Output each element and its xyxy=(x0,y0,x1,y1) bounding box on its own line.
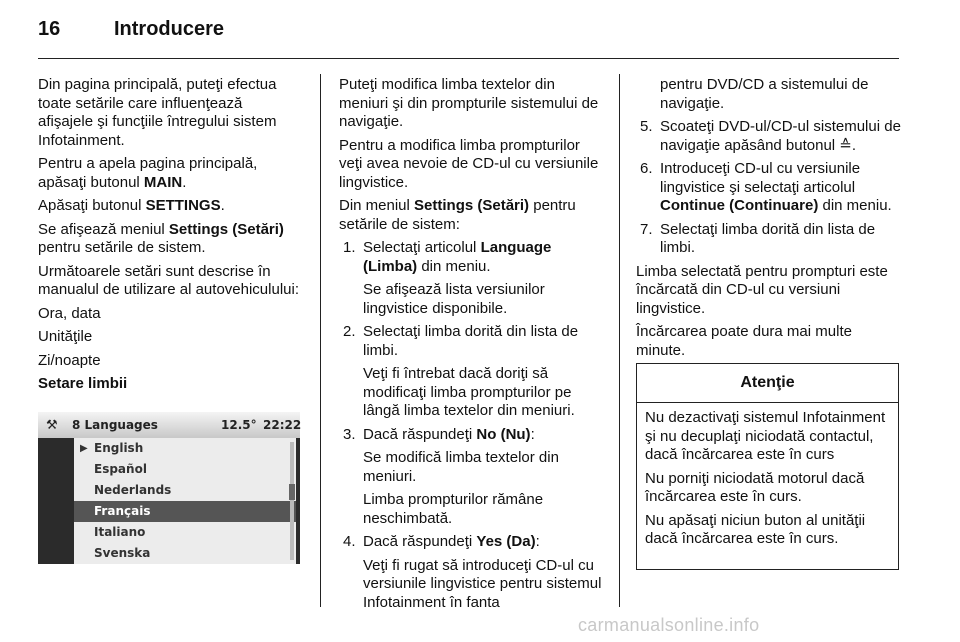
page-number: 16 xyxy=(38,18,61,40)
step-number: 5. xyxy=(640,118,653,135)
screen-temperature: 12.5° xyxy=(221,418,257,432)
warning-paragraph: Nu porniţi niciodată motorul dacă încărcarea este în curs. xyxy=(645,469,865,505)
language-item[interactable] xyxy=(74,438,296,459)
text: Apăsaţi butonul xyxy=(38,197,146,214)
paragraph xyxy=(38,221,300,258)
bold-text: MAIN xyxy=(143,173,183,191)
list-item xyxy=(339,533,604,612)
bold-text: No (Nu) xyxy=(476,425,531,443)
step-text: Scoateţi DVD-ul/CD-ul sistemului de navigaţie apăsând butonul ≙. xyxy=(660,118,901,154)
text: pentru setările de sistem: xyxy=(339,197,576,233)
column-1 xyxy=(38,76,300,399)
warning-paragraph: Nu apăsaţi niciun buton al unităţii dacă încărcarea este în curs. xyxy=(645,511,866,547)
bold-text: SETTINGS xyxy=(145,197,221,214)
paragraph: Ora, data xyxy=(38,304,101,322)
screen-title-bar xyxy=(38,412,300,438)
paragraph: Încărcarea poate dura mai multe minute. xyxy=(636,323,852,359)
list-item xyxy=(636,118,901,155)
language-item[interactable] xyxy=(74,522,296,543)
step-number: 4. xyxy=(343,533,356,550)
page-title: Introducere xyxy=(114,18,225,40)
column-2 xyxy=(339,76,604,617)
bold-text: Yes (Da) xyxy=(476,533,536,550)
page-header xyxy=(38,18,224,41)
column-3 xyxy=(636,76,901,365)
warning-box xyxy=(636,363,899,570)
language-label: English xyxy=(94,441,144,455)
bold-text: Language (Limba) xyxy=(363,239,552,275)
list-item xyxy=(339,239,604,318)
screen-title: 8 Languages xyxy=(72,418,158,432)
bold-text: Settings (Setări) xyxy=(168,220,284,238)
paragraph: Următoarele setări sunt descrise în manualul de utilizare al autovehiculului: xyxy=(38,262,299,298)
text: . xyxy=(220,197,225,214)
step-number: 1. xyxy=(343,239,356,256)
language-item[interactable] xyxy=(74,459,296,480)
language-label: Français xyxy=(94,504,151,518)
list-item xyxy=(339,323,604,421)
text: Din meniul xyxy=(339,197,415,214)
step-subtext: Se modifică limba textelor din meniuri. xyxy=(363,449,559,485)
watermark: carmanualsonline.info xyxy=(578,615,760,635)
text: . xyxy=(182,173,187,191)
text: Dacă răspundeţi xyxy=(363,533,477,550)
step-text xyxy=(363,533,604,552)
list-item xyxy=(636,160,901,216)
paragraph xyxy=(38,197,300,216)
text: Pentru a apela pagina principală, apăsaţi butonul xyxy=(38,155,258,191)
text: pentru setările de sistem. xyxy=(38,239,206,256)
step-text: pentru DVD/CD a sistemului de navigaţie. xyxy=(660,76,869,112)
step-number: 3. xyxy=(343,425,356,443)
step-text xyxy=(363,239,604,276)
language-label: Svenska xyxy=(94,546,151,560)
header-rule xyxy=(38,58,899,59)
section-heading xyxy=(38,375,300,394)
text: : xyxy=(530,425,535,443)
language-item[interactable] xyxy=(74,480,296,501)
step-text xyxy=(660,160,901,216)
text: din meniu. xyxy=(818,197,892,214)
text: Introduceţi CD-ul cu versiunile lingvistice şi selectaţi articolul xyxy=(660,160,861,196)
bold-text: Continue (Continuare) xyxy=(660,197,819,214)
paragraph: Unităţile xyxy=(38,328,93,345)
paragraph xyxy=(339,197,604,234)
step-subtext: Se afişează lista versiunilor lingvistice disponibile. xyxy=(363,281,545,317)
language-label: Italiano xyxy=(94,525,146,539)
step-subtext: Limba prompturilor rămâne neschimbată. xyxy=(363,491,544,527)
scrollbar-track xyxy=(290,442,294,560)
step-subtext: Veţi fi rugat să introduceţi CD-ul cu versiunile lingvistice pentru sistemul Infotainment în fanta xyxy=(363,556,602,611)
language-item[interactable] xyxy=(74,501,296,522)
scrollbar-thumb xyxy=(289,484,295,500)
step-text: Selectaţi limba dorită din lista de limbi. xyxy=(660,220,876,256)
paragraph: Limba selectată pentru prompturi este încărcată din CD-ul cu versiuni lingvistice. xyxy=(636,262,888,317)
text: Selectaţi articolul xyxy=(363,239,481,256)
list-item xyxy=(636,221,901,258)
list-item xyxy=(339,426,604,529)
step-text xyxy=(363,426,604,445)
paragraph: Zi/noapte xyxy=(38,351,101,369)
language-item[interactable] xyxy=(74,543,296,564)
column-divider-1 xyxy=(320,74,321,607)
wrench-icon: ⚒ xyxy=(46,418,58,433)
list-item-continued xyxy=(636,76,901,113)
text: din meniu. xyxy=(417,257,491,275)
bold-text: Settings (Setări) xyxy=(414,197,530,214)
language-screen-image xyxy=(38,412,300,564)
paragraph: Pentru a modifica limba prompturilor veţi avea nevoie de CD-ul cu versiunile lingvistice. xyxy=(339,136,599,191)
text: Se afişează meniul xyxy=(38,220,169,238)
paragraph: Din pagina principală, puteţi efectua toate setările care influenţează afişajele şi funcţiile întregului sistem Infotainment. xyxy=(38,76,277,149)
bold-text: Setare limbii xyxy=(38,375,128,392)
language-label: Nederlands xyxy=(94,483,172,497)
step-text: Selectaţi limba dorită din lista de limbi. xyxy=(363,323,579,359)
step-number: 7. xyxy=(640,220,653,238)
warning-title: Atenţie xyxy=(637,364,898,403)
step-number: 2. xyxy=(343,323,356,340)
text: : xyxy=(535,533,540,550)
screen-time: 22:22 xyxy=(263,418,302,432)
play-arrow-icon: ▶ xyxy=(80,443,88,454)
paragraph xyxy=(38,155,300,192)
step-subtext: Veţi fi întrebat dacă doriţi să modificaţi limba prompturilor pe lângă limba textelor din meniuri. xyxy=(363,365,575,419)
warning-body xyxy=(637,403,898,549)
column-divider-2 xyxy=(619,74,620,607)
warning-paragraph: Nu dezactivaţi sistemul Infotainment şi nu decuplaţi niciodată contactul, dacă încărcarea este în curs xyxy=(645,409,886,463)
step-number: 6. xyxy=(640,160,653,177)
language-label: Español xyxy=(94,462,147,476)
text: Dacă răspundeţi xyxy=(363,425,477,443)
paragraph: Puteţi modifica limba textelor din meniuri şi din prompturile sistemului de navigaţie. xyxy=(339,76,599,130)
language-list xyxy=(74,438,296,564)
